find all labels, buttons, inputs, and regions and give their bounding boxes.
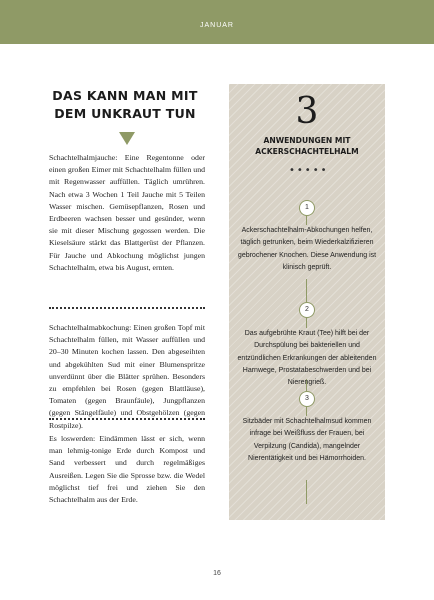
dotted-separator: •••••: [289, 165, 329, 176]
down-triangle-icon: [119, 132, 135, 145]
connector-line: [306, 215, 307, 225]
connector-line: [306, 279, 307, 302]
sidebar-panel: [229, 84, 385, 520]
sidebar-item-text: Sitzbäder mit Schachtelhalmsud kommen infrage bei Weißfluss der Frauen, bei Verpilzung (Candida), mangelnder Nierentätigkeit und bei Hämorrhoiden.: [242, 418, 372, 462]
sidebar-item-text: Ackerschachtelhalm-Abkochungen helfen, täglich getrunken, beim Wiederkalzifizieren gebrochener Knochen. Diese Anwendung ist klinisch geprüft.: [237, 227, 377, 271]
dotted-divider: [49, 418, 205, 420]
page-header: [0, 0, 434, 44]
item-number-badge: 2: [299, 302, 315, 318]
connector-line: [306, 406, 307, 416]
sidebar-item-text: Das aufgebrühte Kraut (Tee) hilft bei der Durchspülung bei bakteriellen und entzündlichen Erkrankungen der ableitenden Harnwege, Prostatabeschwerden und bei Nierengrieß.: [237, 330, 377, 387]
item-number-badge: 3: [299, 391, 315, 407]
connector-line: [306, 317, 307, 328]
section-heading: DAS KANN MAN MIT DEM UNKRAUT TUN: [52, 88, 198, 121]
sidebar-title: ANWENDUNGEN MIT ACKERSCHACHTELHALM: [255, 136, 359, 156]
sidebar-number: 3: [295, 91, 319, 132]
connector-line: [306, 480, 307, 504]
page-number: 16: [213, 570, 221, 577]
paragraph-jauche: Schachtelhalmjauche: Eine Regentonne oder einen großen Eimer mit Schachtelhalm füllen und mit Regenwasser auffüllen. Täglich umrühren. Nach etwa 3 Wochen 1 Teil Jauche mit 5 Teilen Wasser mischen. Gemüsepflanzen, Rosen und Erdbeeren wachsen besser und gesünder, wenn sie mit dieser Mischung gegossen werden. Die Kieselsäure stärkt das Blattgerüst der Pflanzen. Für Jauche und Abkochung möglichst jungen Schachtelhalm, etwa bis August, ernten.: [49, 153, 205, 272]
paragraph-abkochung: Schachtelhalmabkochung: Einen großen Topf mit Schachtelhalm füllen, mit Wasser auffüllen und 20–30 Minuten kochen lassen. Den abgeseihten und abgekühlten Sud mit einer Blumenspritze unverdünnt über die Blätter sprühen. Besonders zu empfehlen bei Rosen (gegen Blattläuse), Tomaten (gegen Braunfäule), Jungpflanzen (gegen Stängelfäule) und Obstgehölzen (gegen Rostpilze).: [49, 323, 205, 430]
chapter-title: JANUAR: [199, 22, 234, 29]
item-number-badge: 1: [299, 200, 315, 216]
dotted-divider: [49, 307, 205, 309]
paragraph-loswerden: Es loswerden: Eindämmen lässt er sich, wenn man lehmig-tonige Erde durch Kompost und Sand verbessert und durch regelmäßiges Ausreißen. Legen Sie die Sprosse bzw. die Wedel möglichst tief frei und ziehen Sie den Schachtelhalm aus der Erde.: [49, 434, 205, 505]
